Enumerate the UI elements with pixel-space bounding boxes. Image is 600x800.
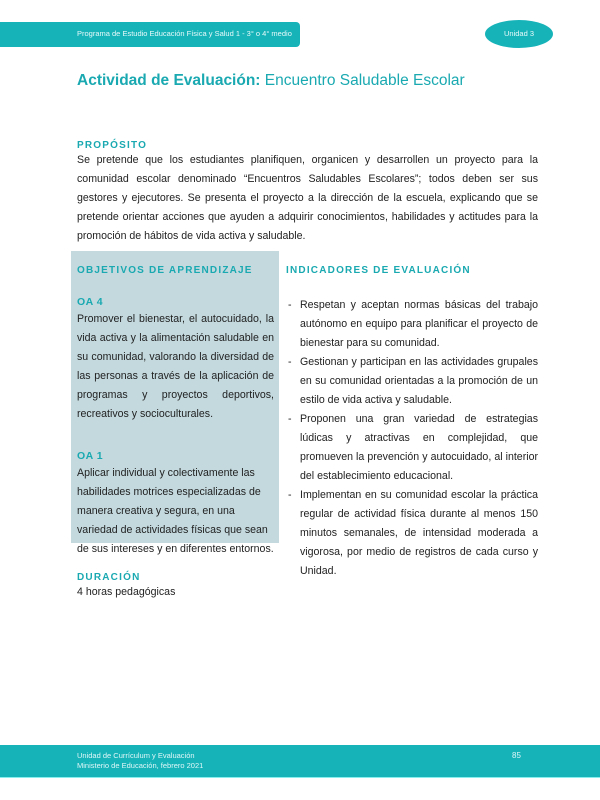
proposito-text: Se pretende que los estudiantes planifiquen, organicen y desarrollen un proyecto para la comunidad escolar denominado “Encuentros Saludables Escolares”; todos deben ser sus gestores y ejecutores. Se presenta el proyecto a la dirección de la escuela, explicando que se pretende orientar acciones que ayuden a adquirir conocimientos, habilidades y actitudes para la promoción de hábitos de vida activa y saludable.: [77, 154, 538, 242]
header-bar: [0, 22, 300, 47]
objetivos-heading: OBJETIVOS DE APRENDIZAJE: [77, 265, 253, 276]
proposito-heading: PROPÓSITO: [77, 140, 148, 151]
footer-line2: Ministerio de Educación, febrero 2021: [77, 761, 204, 770]
title-prefix: Actividad de Evaluación:: [77, 72, 261, 89]
indicadores-list: [286, 296, 538, 581]
title-name: Encuentro Saludable Escolar: [264, 72, 465, 89]
unit-badge: Unidad 3: [485, 20, 553, 48]
oa-code: OA 4: [77, 296, 104, 308]
page-number: 85: [512, 751, 521, 760]
proposito-section: [77, 140, 538, 246]
list-item: - Gestionan y participan en las actividades grupales en su comunidad orientadas a la promoción de un estilo de vida activa y saludable.: [286, 353, 538, 410]
program-title: Programa de Estudio Educación Física y Salud 1 - 3° o 4° medio: [77, 29, 292, 38]
duracion-heading: DURACIÓN: [77, 572, 141, 583]
oa-code: OA 1: [77, 450, 104, 462]
indicadores-heading: INDICADORES DE EVALUACIÓN: [286, 265, 471, 276]
list-item: - Proponen una gran variedad de estrategias lúdicas y atractivas en complejidad, que promueven la prevención y autocuidado, al interior del establecimiento educacional.: [286, 410, 538, 486]
footer-line1: Unidad de Currículum y Evaluación: [77, 751, 195, 760]
list-item: - Respetan y aceptan normas básicas del trabajo autónomo en equipo para planificar el proyecto de bienestar para su comunidad.: [286, 296, 538, 353]
duracion-section: [77, 572, 175, 602]
objetivos-box: [71, 251, 279, 555]
list-item: - Implementan en su comunidad escolar la práctica regular de actividad física durante al menos 150 minutos semanales, de intensidad moderada a vigorosa, por medio de registros de cada curso y Unidad.: [286, 486, 538, 581]
duracion-text: 4 horas pedagógicas: [77, 586, 176, 598]
page-title: [77, 72, 465, 90]
indicadores-section: [286, 265, 538, 581]
footer: [0, 745, 600, 778]
oa-text: Promover el bienestar, el autocuidado, la vida activa y la alimentación saludable en su comunidad, valorando la diversidad de las personas a través de la aplicación de programas y proyectos deportivos, recreativos y socioculturales.: [77, 313, 274, 420]
oa-text: Aplicar individual y colectivamente las habilidades motrices especializadas de manera creativa y segura, en una variedad de actividades físicas que sean de sus intereses y en diferentes entornos.: [77, 467, 274, 555]
